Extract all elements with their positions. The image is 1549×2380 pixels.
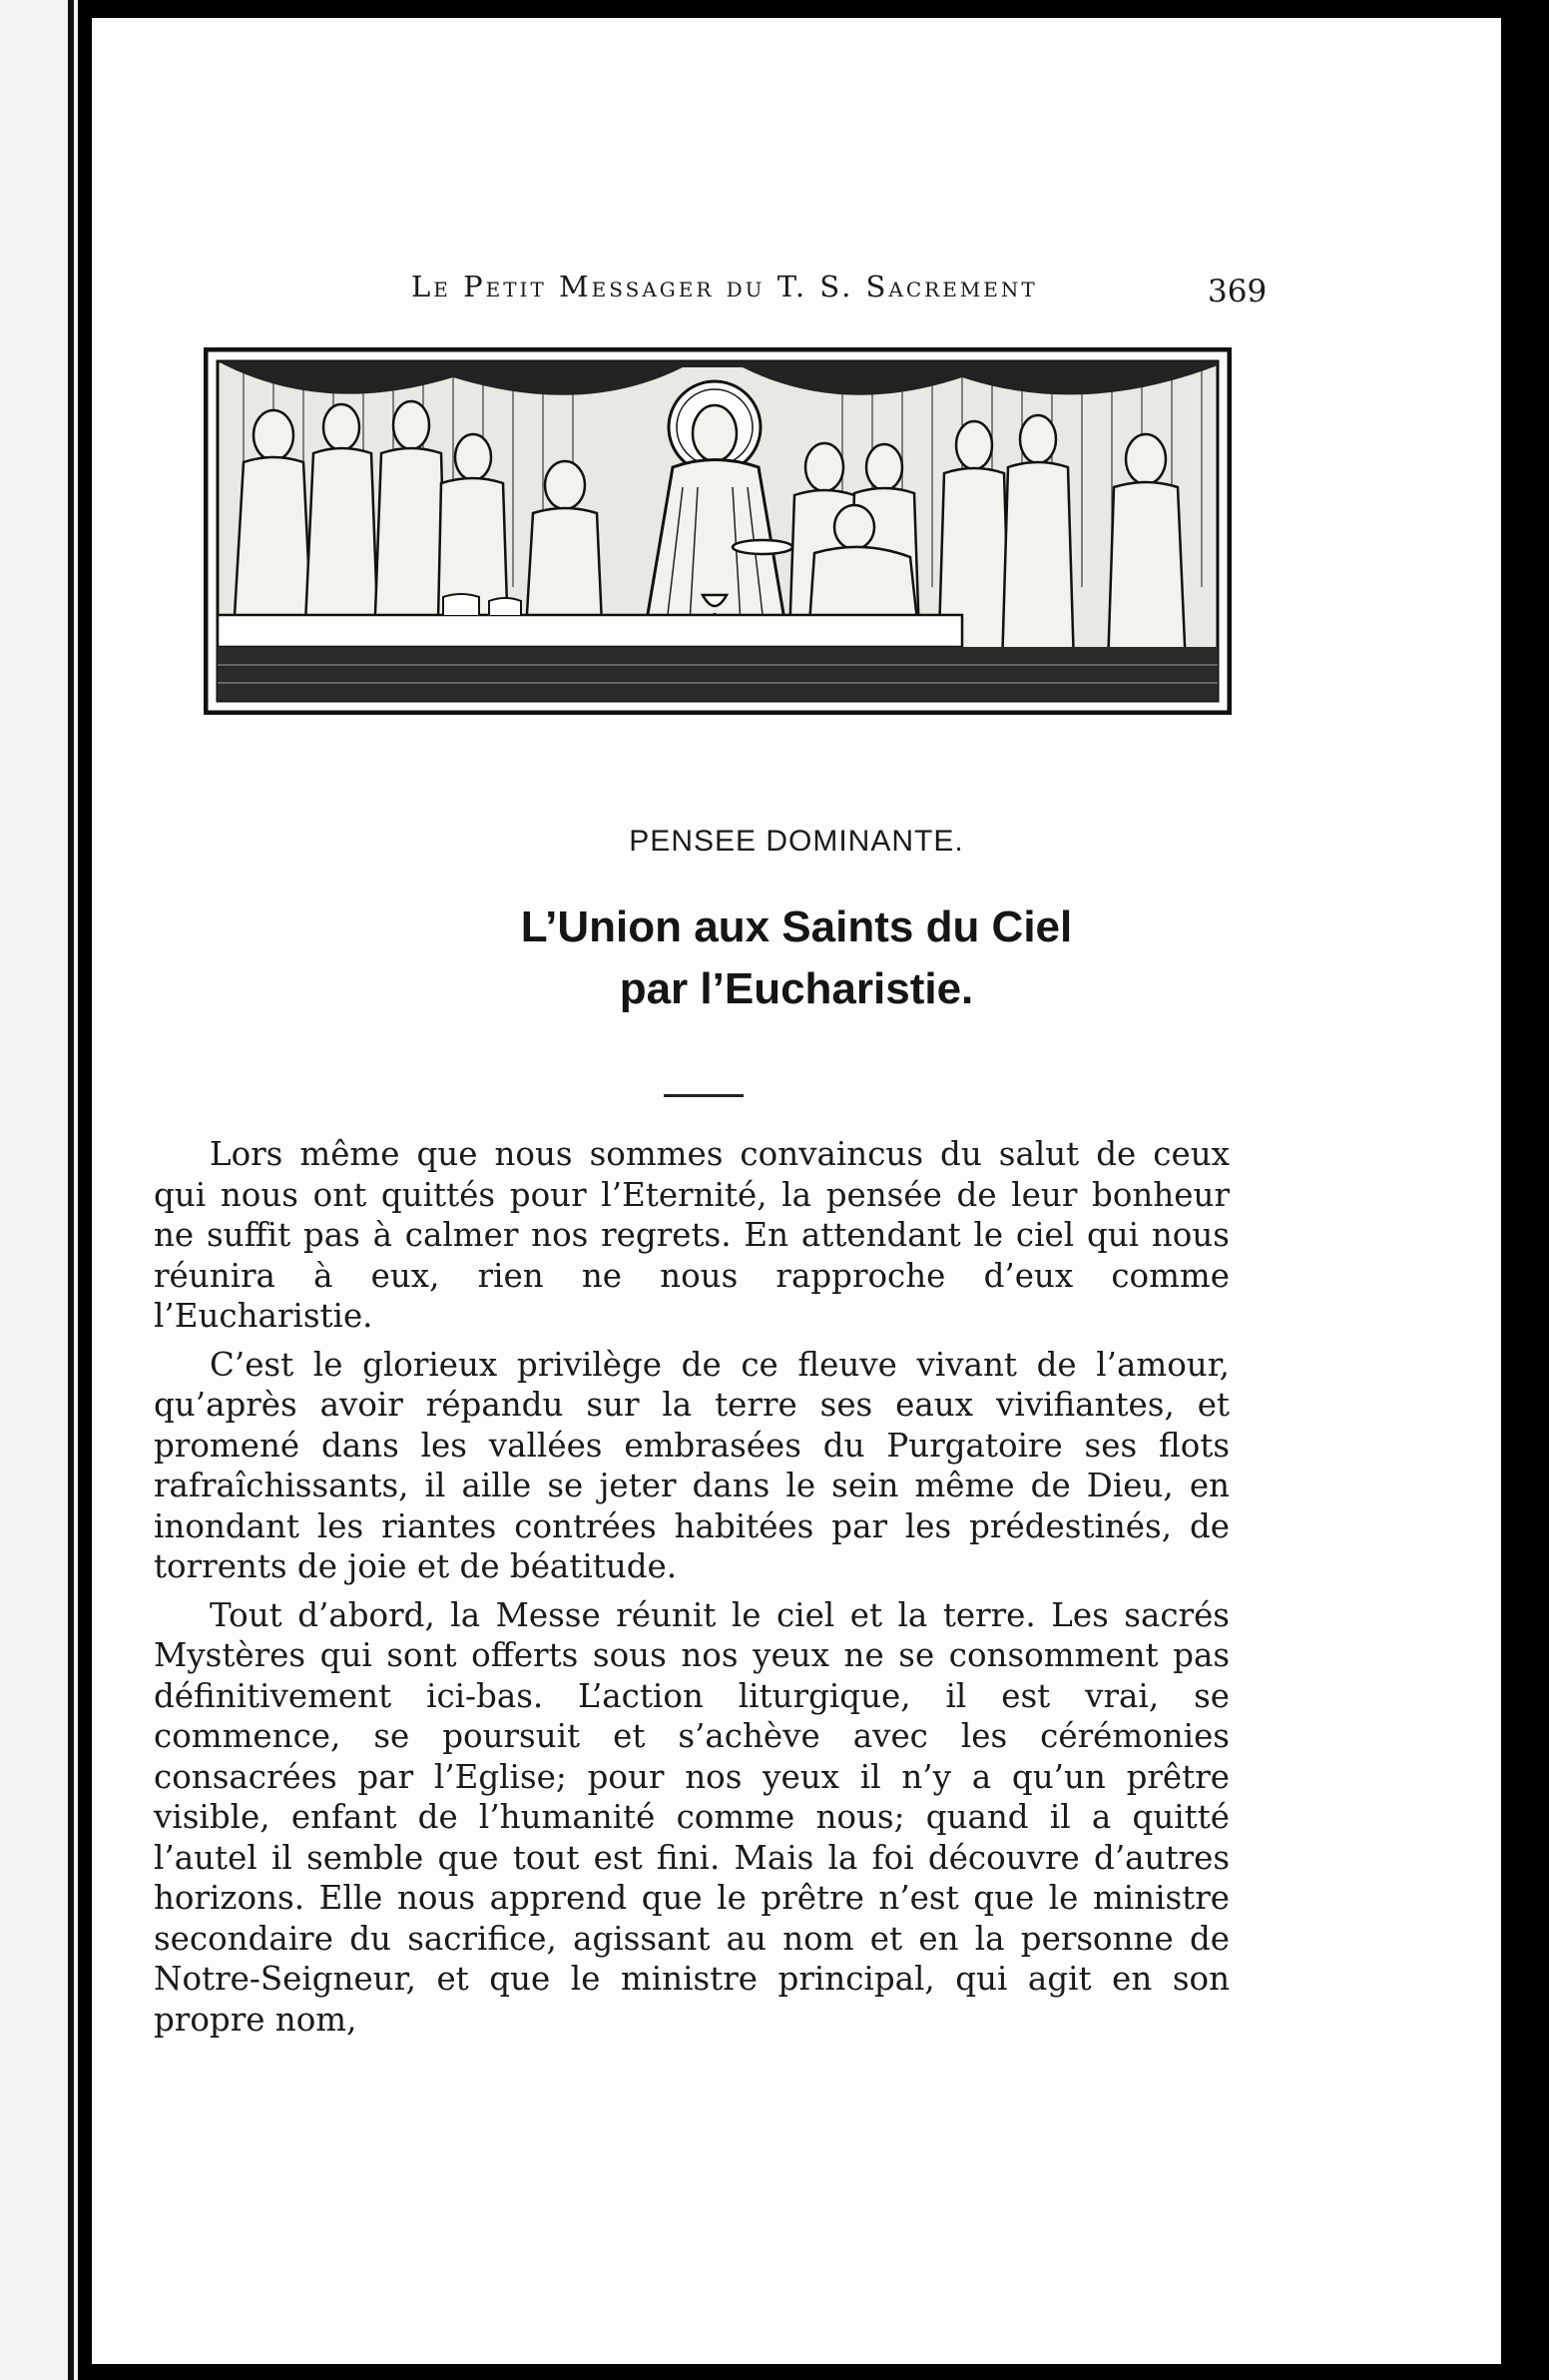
title-line-2: par l’Eucharistie.	[619, 964, 974, 1013]
article-body	[154, 1134, 1230, 2048]
last-supper-illustration	[204, 347, 1232, 715]
paragraph: C’est le glorieux privilège de ce fleuve vivant de l’amour, qu’après avoir répandu sur la terre ses eaux vivifiantes, et promené dans les vallées embrasées du Purgatoire ses flots rafraîchissants, il aille se jeter dans le sein même de Dieu, en inondant les riantes contrées habitées par les prédestinés, de torrents de joie et de béatitude.	[154, 1345, 1230, 1585]
page-gutter	[68, 0, 74, 2380]
article-title	[92, 896, 1501, 1020]
running-header	[92, 270, 1501, 309]
scan-background	[1501, 0, 1549, 2380]
book-page	[92, 18, 1501, 2364]
title-line-1: L’Union aux Saints du Ciel	[520, 902, 1073, 951]
engraving-svg	[204, 347, 1232, 715]
section-label: PENSEE DOMINANTE.	[629, 825, 964, 858]
paragraph: Lors même que nous sommes convaincus du salut de ceux qui nous ont quittés pour l’Eternité, la pensée de leur bonheur ne suffit pas à calmer nos regrets. En attendant le ciel qui nous réunira à eux, rien ne nous rapproche d’eux comme l’Eucharistie.	[154, 1135, 1230, 1335]
running-title: Le Petit Messager du T. S. Sacrement	[411, 270, 1038, 303]
facing-page-edge	[0, 0, 78, 2380]
page-number: 369	[1208, 274, 1268, 309]
title-divider	[664, 1094, 744, 1097]
paragraph: Tout d’abord, la Messe réunit le ciel et la terre. Les sacrés Mystères qui sont offerts sous nos yeux ne se consomment pas définitivement ici-bas. L’action liturgique, il est vrai, se commence, se poursuit et s’achève avec les cérémonies consacrées par l’Eglise; pour nos yeux il n’y a qu’un prêtre visible, enfant de l’humanité comme nous; quand il a quitté l’autel il semble que tout est fini. Mais la foi découvre d’autres horizons. Elle nous apprend que le prêtre n’est que le ministre secondaire du sacrifice, agissant au nom et en la personne de Notre-Seigneur, et que le ministre principal, qui agit en son propre nom,	[154, 1595, 1230, 2039]
